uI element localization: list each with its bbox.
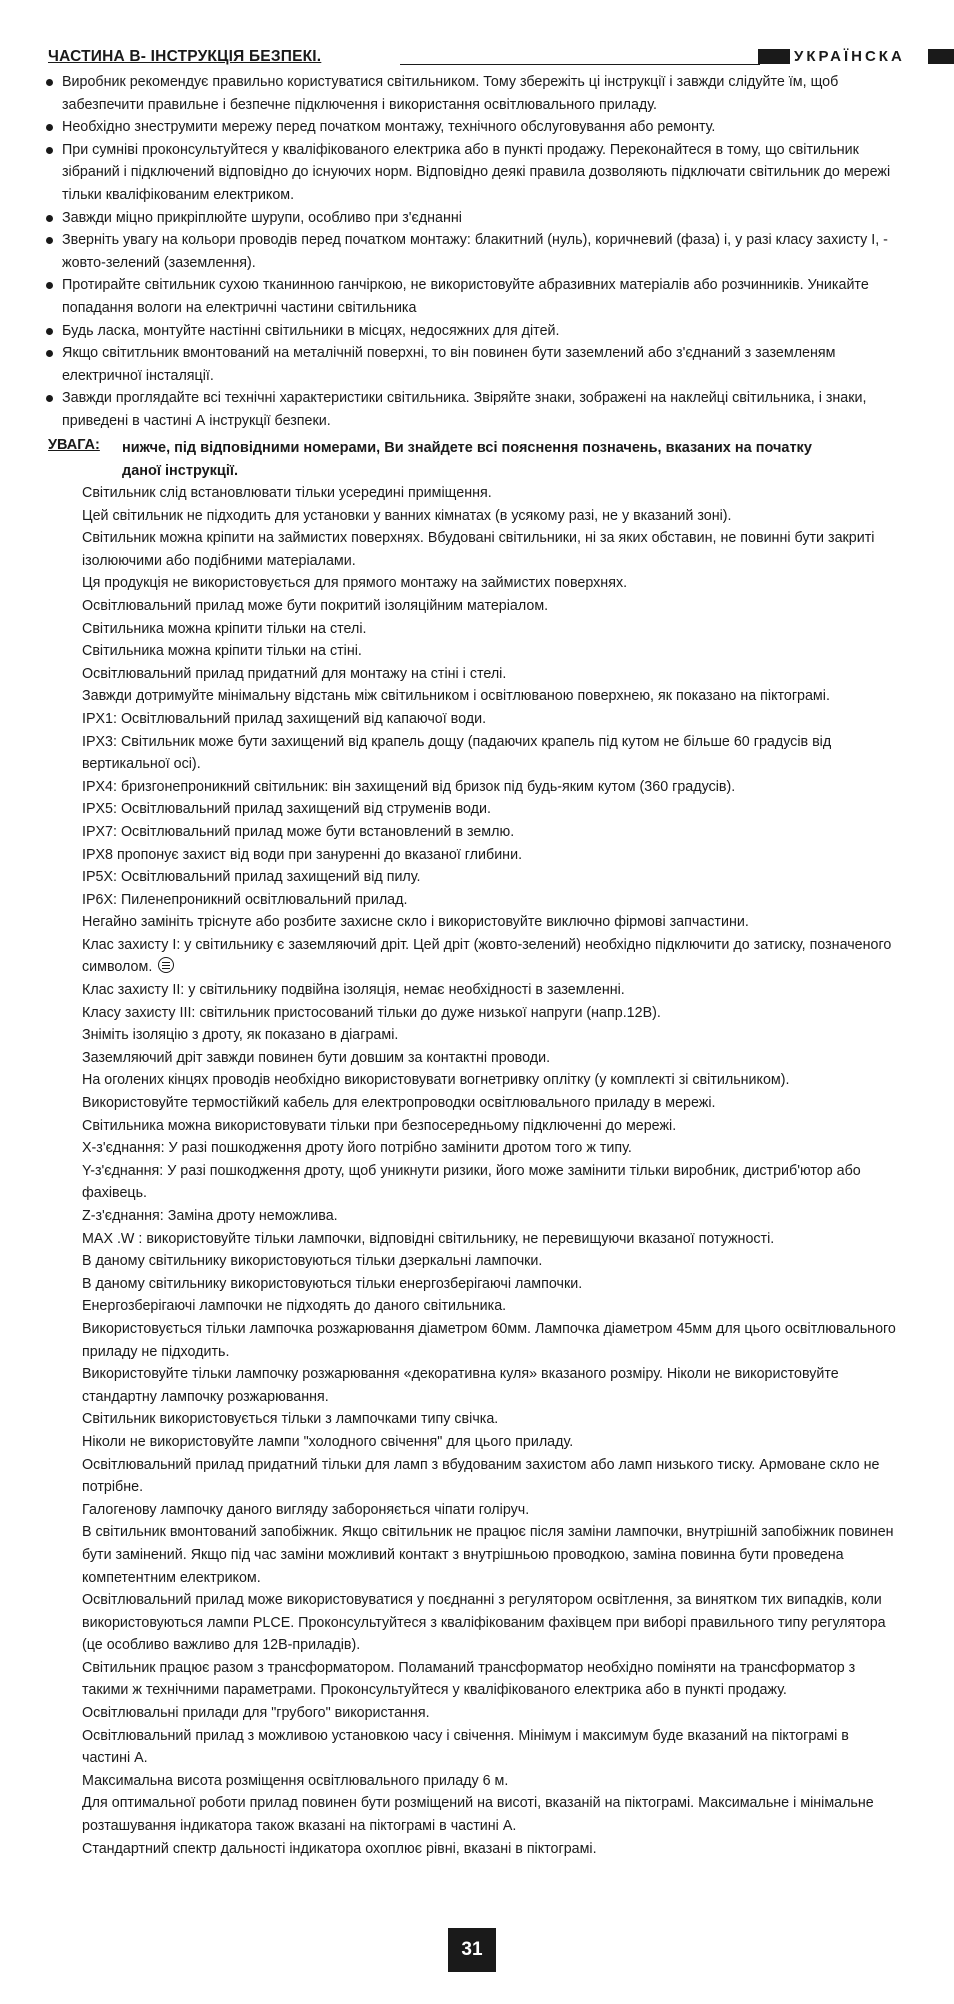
note-item: Класу захисту III: світильник пристосований тільки до дуже низької напруги (напр.12В). xyxy=(82,1004,661,1021)
note-item: Використовується тільки лампочка розжарювання діаметром 60мм. Лампочка діаметром 45мм для цього освітлювального приладу не підходить. xyxy=(82,1320,896,1360)
bullet-dot-icon xyxy=(46,237,53,244)
note-item: Негайно замініть тріснуте або розбите захисне скло і використовуйте виключно фірмові запчастини. xyxy=(82,914,749,931)
note-item: В світильник вмонтований запобіжник. Якщо світильник не працює після заміни лампочки, внутрішній запобіжник повинен бути замінений. Якщо під час заміни можливий контакт з внутрішньою проводкою, заміна повинна бути проведена компетентним електриком. xyxy=(82,1524,894,1586)
note-item: Освітлювальний прилад з можливою установкою часу і свічення. Мінімум і максимум буде вказаний на піктограмі в частині А. xyxy=(82,1727,849,1767)
note-item: X-з'єднання: У разі пошкодження дроту його потрібно замінити дротом того ж типу. xyxy=(82,1140,632,1157)
bullet-dot-icon xyxy=(46,395,53,402)
bullet-text: Будь ласка, монтуйте настінні світильники в місцях, недосяжних для дітей. xyxy=(62,322,560,339)
note-item: Енергозберігаючі лампочки не підходять до даного світильника. xyxy=(82,1298,507,1315)
note-item: Ніколи не використовуйте лампи "холодного свічення" для цього приладу. xyxy=(82,1433,574,1450)
bullet-text: При сумніві проконсультуйтеся у кваліфікованого електрика або в пункті продажу. Переконайтеся в тому, що світильник зібраний і підключений відповідно до існуючих норм. Відповідно деякі правила дозволяють підключати світильник до мережі тільки кваліфікованим електриком. xyxy=(62,141,891,203)
bullet-text: Зверніть увагу на кольори проводів перед початком монтажу: блакитний (нуль), коричневий (фаза) і, у разі класу захисту I, - жовто-зелений (заземлення). xyxy=(62,232,888,271)
note-item: IP6X: Пиленепроникний освітлювальний прилад. xyxy=(82,891,408,908)
bullet-item xyxy=(44,116,914,139)
bullet-text: Протирайте світильник сухою тканинною ганчіркою, не використовуйте абразивних матеріалів або розчинників. Уникайте попадання вологи на електричні частини світильника xyxy=(62,277,869,316)
bullet-dot-icon xyxy=(46,124,53,131)
bullet-item xyxy=(44,274,914,319)
note-item: Галогенову лампочку даного вигляду забороняється чіпати голіруч. xyxy=(82,1501,530,1518)
note-item: Світильник працює разом з трансформатором. Поламаний трансформатор необхідно поміняти на трансформатор з такими ж технічними параметрами. Проконсультуйтеся у кваліфікованого електрика або в пункті продажу. xyxy=(82,1659,856,1699)
note-item: Для оптимальної роботи прилад повинен бути розміщений на висоті, вказаній на піктограмі. Максимальне і мінімальне розташування індикатора також вказані на піктограмі в частині А. xyxy=(82,1795,874,1835)
bullet-dot-icon xyxy=(46,215,53,222)
bullet-dot-icon xyxy=(46,79,53,86)
note-item: Світильник слід встановлювати тільки усередині приміщення. xyxy=(82,485,492,501)
bullet-text: Якщо світитльник вмонтований на металічній поверхні, то він повинен бути заземлений або з'єднаний з заземленям електричної інсталяції. xyxy=(62,345,836,384)
bullet-item xyxy=(44,387,914,432)
bullet-dot-icon xyxy=(46,328,53,335)
note-item: На оголених кінцях проводів необхідно використовувати вогнетривку оплітку (у комплекті зі світильником). xyxy=(82,1072,790,1089)
note-item: IPX7: Освітлювальний прилад може бути встановлений в землю. xyxy=(82,823,515,840)
note-item: Цей світильник не підходить для установки у ванних кімнатах (в усякому разі, не у вказаний зоні). xyxy=(82,507,732,524)
language-label: УКРАЇНСКА xyxy=(794,48,905,65)
bullet-text: Виробник рекомендує правильно користуватися світильником. Тому збережіть ці інструкції і завжди слідуйте їм, щоб забезпечити правильне і безпечне підключення і використання освітлювального приладу. xyxy=(62,74,839,113)
header-rule xyxy=(400,64,760,65)
note-item: Освітлювальний прилад придатний тільки для ламп з вбудованим захистом або ламп низького тиску. Армоване скло не потрібне. xyxy=(82,1456,880,1496)
note-item: Освітлювальний прилад може бути покритий ізоляційним матеріалом. xyxy=(82,597,549,614)
note-item: Використовуйте тільки лампочку розжарювання «декоративна куля» вказаного розміру. Ніколи не використовуйте стандартну лампочку розжарювання. xyxy=(82,1366,839,1405)
bullet-item xyxy=(44,229,914,274)
language-marker-right xyxy=(928,49,954,64)
note-item: IPX4: бризгонепроникний світильник: він захищений від бризок під будь-яким кутом (360 градусів). xyxy=(82,778,736,795)
note-item: Світильника можна кріпити тільки на стелі. xyxy=(82,620,367,637)
page-number: 31 xyxy=(448,1928,496,1972)
note-item xyxy=(82,934,898,979)
ground-symbol-icon xyxy=(158,957,174,973)
note-item: IPX5: Освітлювальний прилад захищений від струменів води. xyxy=(82,801,491,818)
note-item: Стандартний спектр дальності індикатора охоплює рівні, вказані в піктограмі. xyxy=(82,1840,597,1857)
symbol-notes-list xyxy=(82,482,898,1860)
note-item: Світильника можна використовувати тільки при безпосередньому підключенні до мережі. xyxy=(82,1117,677,1134)
warning-text: нижче, під відповідними номерами, Ви знайдете всі пояснення позначень, вказаних на початку даної інструкції. xyxy=(122,440,812,479)
bullet-item xyxy=(44,320,914,343)
note-item: Зніміть ізоляцію з дроту, як показано в діаграмі. xyxy=(82,1027,399,1044)
bullet-item xyxy=(44,71,914,116)
bullet-text: Необхідно знеструмити мережу перед початком монтажу, технічного обслуговування або ремонту. xyxy=(62,119,716,136)
note-item: Освітлювальний прилад може використовуватися у поєднанні з регулятором освітлення, за винятком тих випадків, коли використовуються лампи PLCE. Проконсультуйтеся з кваліфікованим фахівцем при виборі правильного типу регулятора (це особливо важливо для 12В-приладів). xyxy=(82,1592,886,1654)
warning-label: УВАГА: xyxy=(48,437,100,453)
note-item: В даному світильнику використовуються тільки дзеркальні лампочки. xyxy=(82,1253,543,1270)
safety-bullet-list xyxy=(44,71,914,433)
note-item: Освітлювальні прилади для "грубого" використання. xyxy=(82,1705,430,1722)
note-item: В даному світильнику використовуються тільки енергозберігаючі лампочки. xyxy=(82,1275,583,1292)
note-item: IPX8 пропонує захист від води при зануренні до вказаної глибини. xyxy=(82,846,523,863)
note-item: Світильника можна кріпити тільки на стіні. xyxy=(82,643,362,660)
note-item: IP5X: Освітлювальний прилад захищений від пилу. xyxy=(82,869,421,886)
note-item: Ця продукція не використовується для прямого монтажу на займистих поверхнях. xyxy=(82,575,628,592)
note-item: Y-з'єднання: У разі пошкодження дроту, щоб уникнути ризики, його може замінити тільки виробник, дистриб'ютор або фахівець. xyxy=(82,1162,861,1202)
bullet-item xyxy=(44,207,914,230)
note-item: Клас захисту II: у світильнику подвійна ізоляція, немає необхідності в заземленні. xyxy=(82,982,625,999)
note-item: Освітлювальний прилад придатний для монтажу на стіні і стелі. xyxy=(82,665,507,682)
bullet-dot-icon xyxy=(46,282,53,289)
page-header xyxy=(48,48,908,70)
note-text: Клас захисту I: у світильнику є заземляючий дріт. Цей дріт (жовто-зелений) необхідно підключити до затиску, позначеного символом. xyxy=(82,936,892,976)
bullet-item xyxy=(44,139,914,207)
note-item: Використовуйте термостійкий кабель для електропроводки освітлювального приладу в мережі. xyxy=(82,1095,716,1112)
note-item: Завжди дотримуйте мінімальну відстань між світильником і освітлюваною поверхнею, як показано на піктограмі. xyxy=(82,688,830,705)
bullet-dot-icon xyxy=(46,147,53,154)
note-item: Z-з'єднання: Заміна дроту неможлива. xyxy=(82,1208,338,1224)
bullet-text: Завжди проглядайте всі технічні характеристики світильника. Звіряйте знаки, зображені на наклейці світильника, і знаки, приведені в частині А інструкції безпеки. xyxy=(62,390,867,429)
bullet-item xyxy=(44,342,914,387)
note-item: Максимальна висота розміщення освітлювального приладу 6 м. xyxy=(82,1772,509,1789)
note-item: IPX3: Світильник може бути захищений від крапель дощу (падаючих крапель під кутом не більше 60 градусів від вертикальної осі). xyxy=(82,733,832,773)
language-marker-left xyxy=(758,49,790,64)
section-title: ЧАСТИНА В- ІНСТРУКЦІЯ БЕЗПЕКІ. xyxy=(48,48,322,65)
bullet-dot-icon xyxy=(46,350,53,357)
note-item: Світильник використовується тільки з лампочками типу свічка. xyxy=(82,1411,499,1428)
note-item: IPX1: Освітлювальний прилад захищений від капаючої води. xyxy=(82,710,487,727)
note-item: MAX .W : використовуйте тільки лампочки, відповідні світильнику, не перевищуючи вказаної потужності. xyxy=(82,1230,775,1247)
bullet-text: Завжди міцно прикріплюйте шурупи, особливо при з'єднанні xyxy=(62,209,462,226)
note-item: Світильник можна кріпити на займистих поверхнях. Вбудовані світильники, ні за яких обставин, не повинні бути закриті ізолюючими або подібними матеріалами. xyxy=(82,530,875,569)
note-item: Заземляючий дріт завжди повинен бути довшим за контактні проводи. xyxy=(82,1049,551,1066)
